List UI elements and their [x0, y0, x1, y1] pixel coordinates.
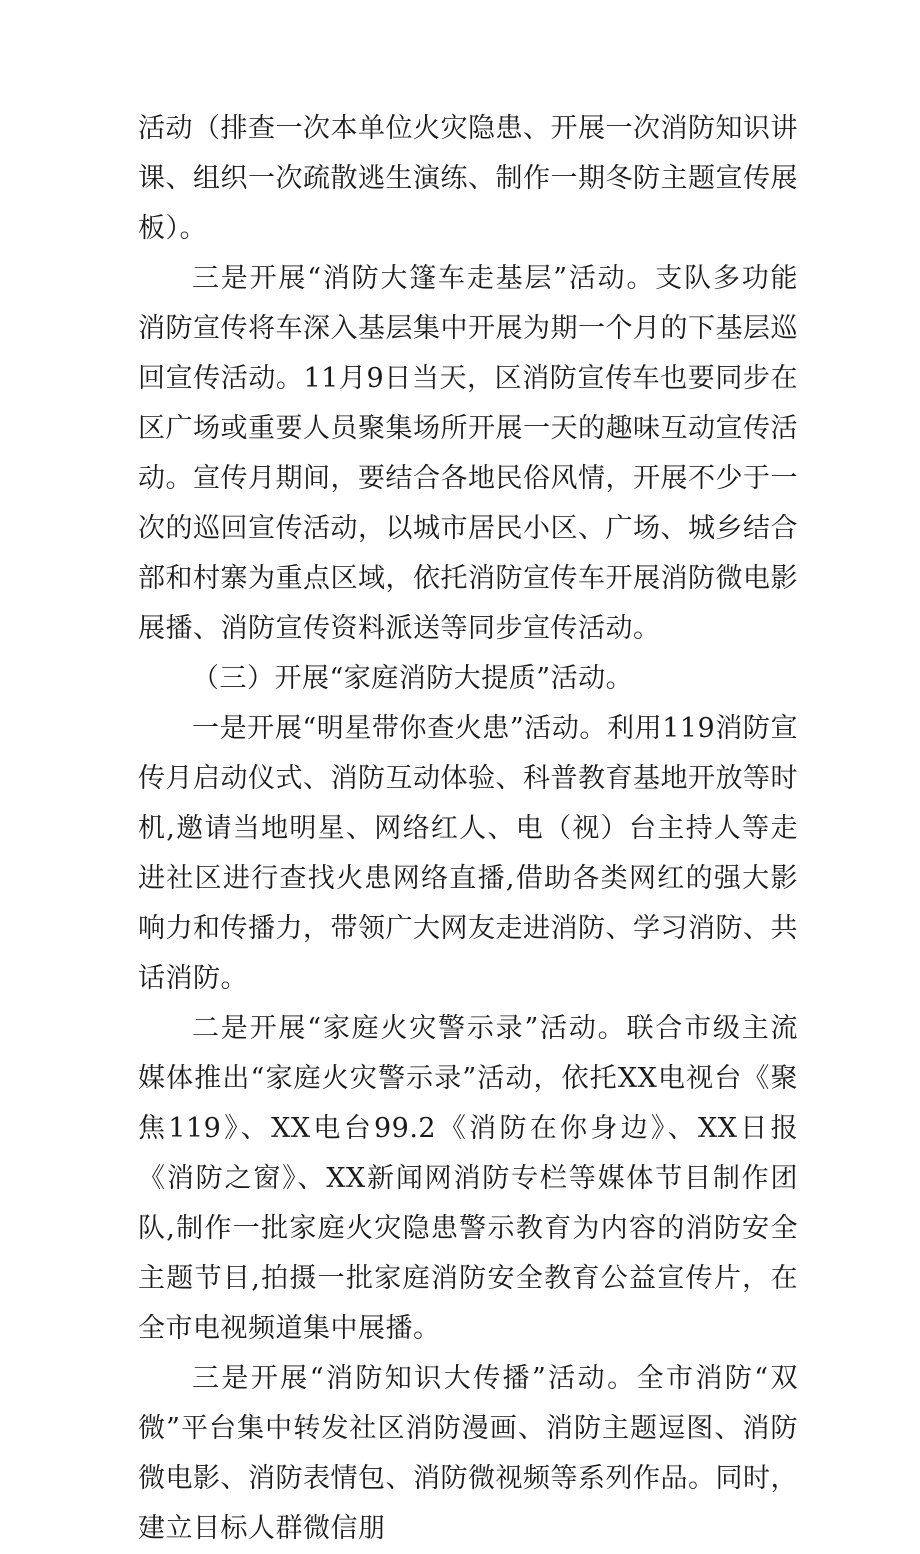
paragraph-6: 三是开展“消防知识大传播”活动。全市消防“双微”平台集中转发社区消防漫画、消防主题逗图、消防微电影、消防表情包、消防微视频等系列作品。同时，建立目标人群微信朋 — [138, 1363, 798, 1544]
document-body — [138, 104, 798, 1554]
paragraph-5: 二是开展“家庭火灾警示录”活动。联合市级主流媒体推出“家庭火灾警示录”活动，依托XX电视台《聚焦119》、XX电台99.2《消防在你身边》、XX日报《消防之窗》、XX新闻网消防专栏等媒体节目制作团队,制作一批家庭火灾隐患警示教育为内容的消防安全主题节目,拍摄一批家庭消防安全教育公益宣传片，在全市电视频道集中展播。 — [138, 1013, 798, 1344]
paragraph-4: 一是开展“明星带你查火患”活动。利用119消防宣传月启动仪式、消防互动体验、科普教育基地开放等时机,邀请当地明星、网络红人、电（视）台主持人等走进社区进行查找火患网络直播,借助各类网红的强大影响力和传播力，带领广大网友走进消防、学习消防、共话消防。 — [138, 713, 798, 994]
paragraph-1: 活动（排查一次本单位火灾隐患、开展一次消防知识讲课、组织一次疏散逃生演练、制作一期冬防主题宣传展板）。 — [138, 113, 798, 244]
section-heading-3: （三）开展“家庭消防大提质”活动。 — [192, 663, 634, 694]
paragraph-2: 三是开展“消防大篷车走基层”活动。支队多功能消防宣传将车深入基层集中开展为期一个月的下基层巡回宣传活动。11月9日当天，区消防宣传车也要同步在区广场或重要人员聚集场所开展一天的趣味互动宣传活动。宣传月期间，要结合各地民俗风情，开展不少于一次的巡回宣传活动，以城市居民小区、广场、城乡结合部和村寨为重点区域，依托消防宣传车开展消防微电影展播、消防宣传资料派送等同步宣传活动。 — [138, 263, 798, 644]
